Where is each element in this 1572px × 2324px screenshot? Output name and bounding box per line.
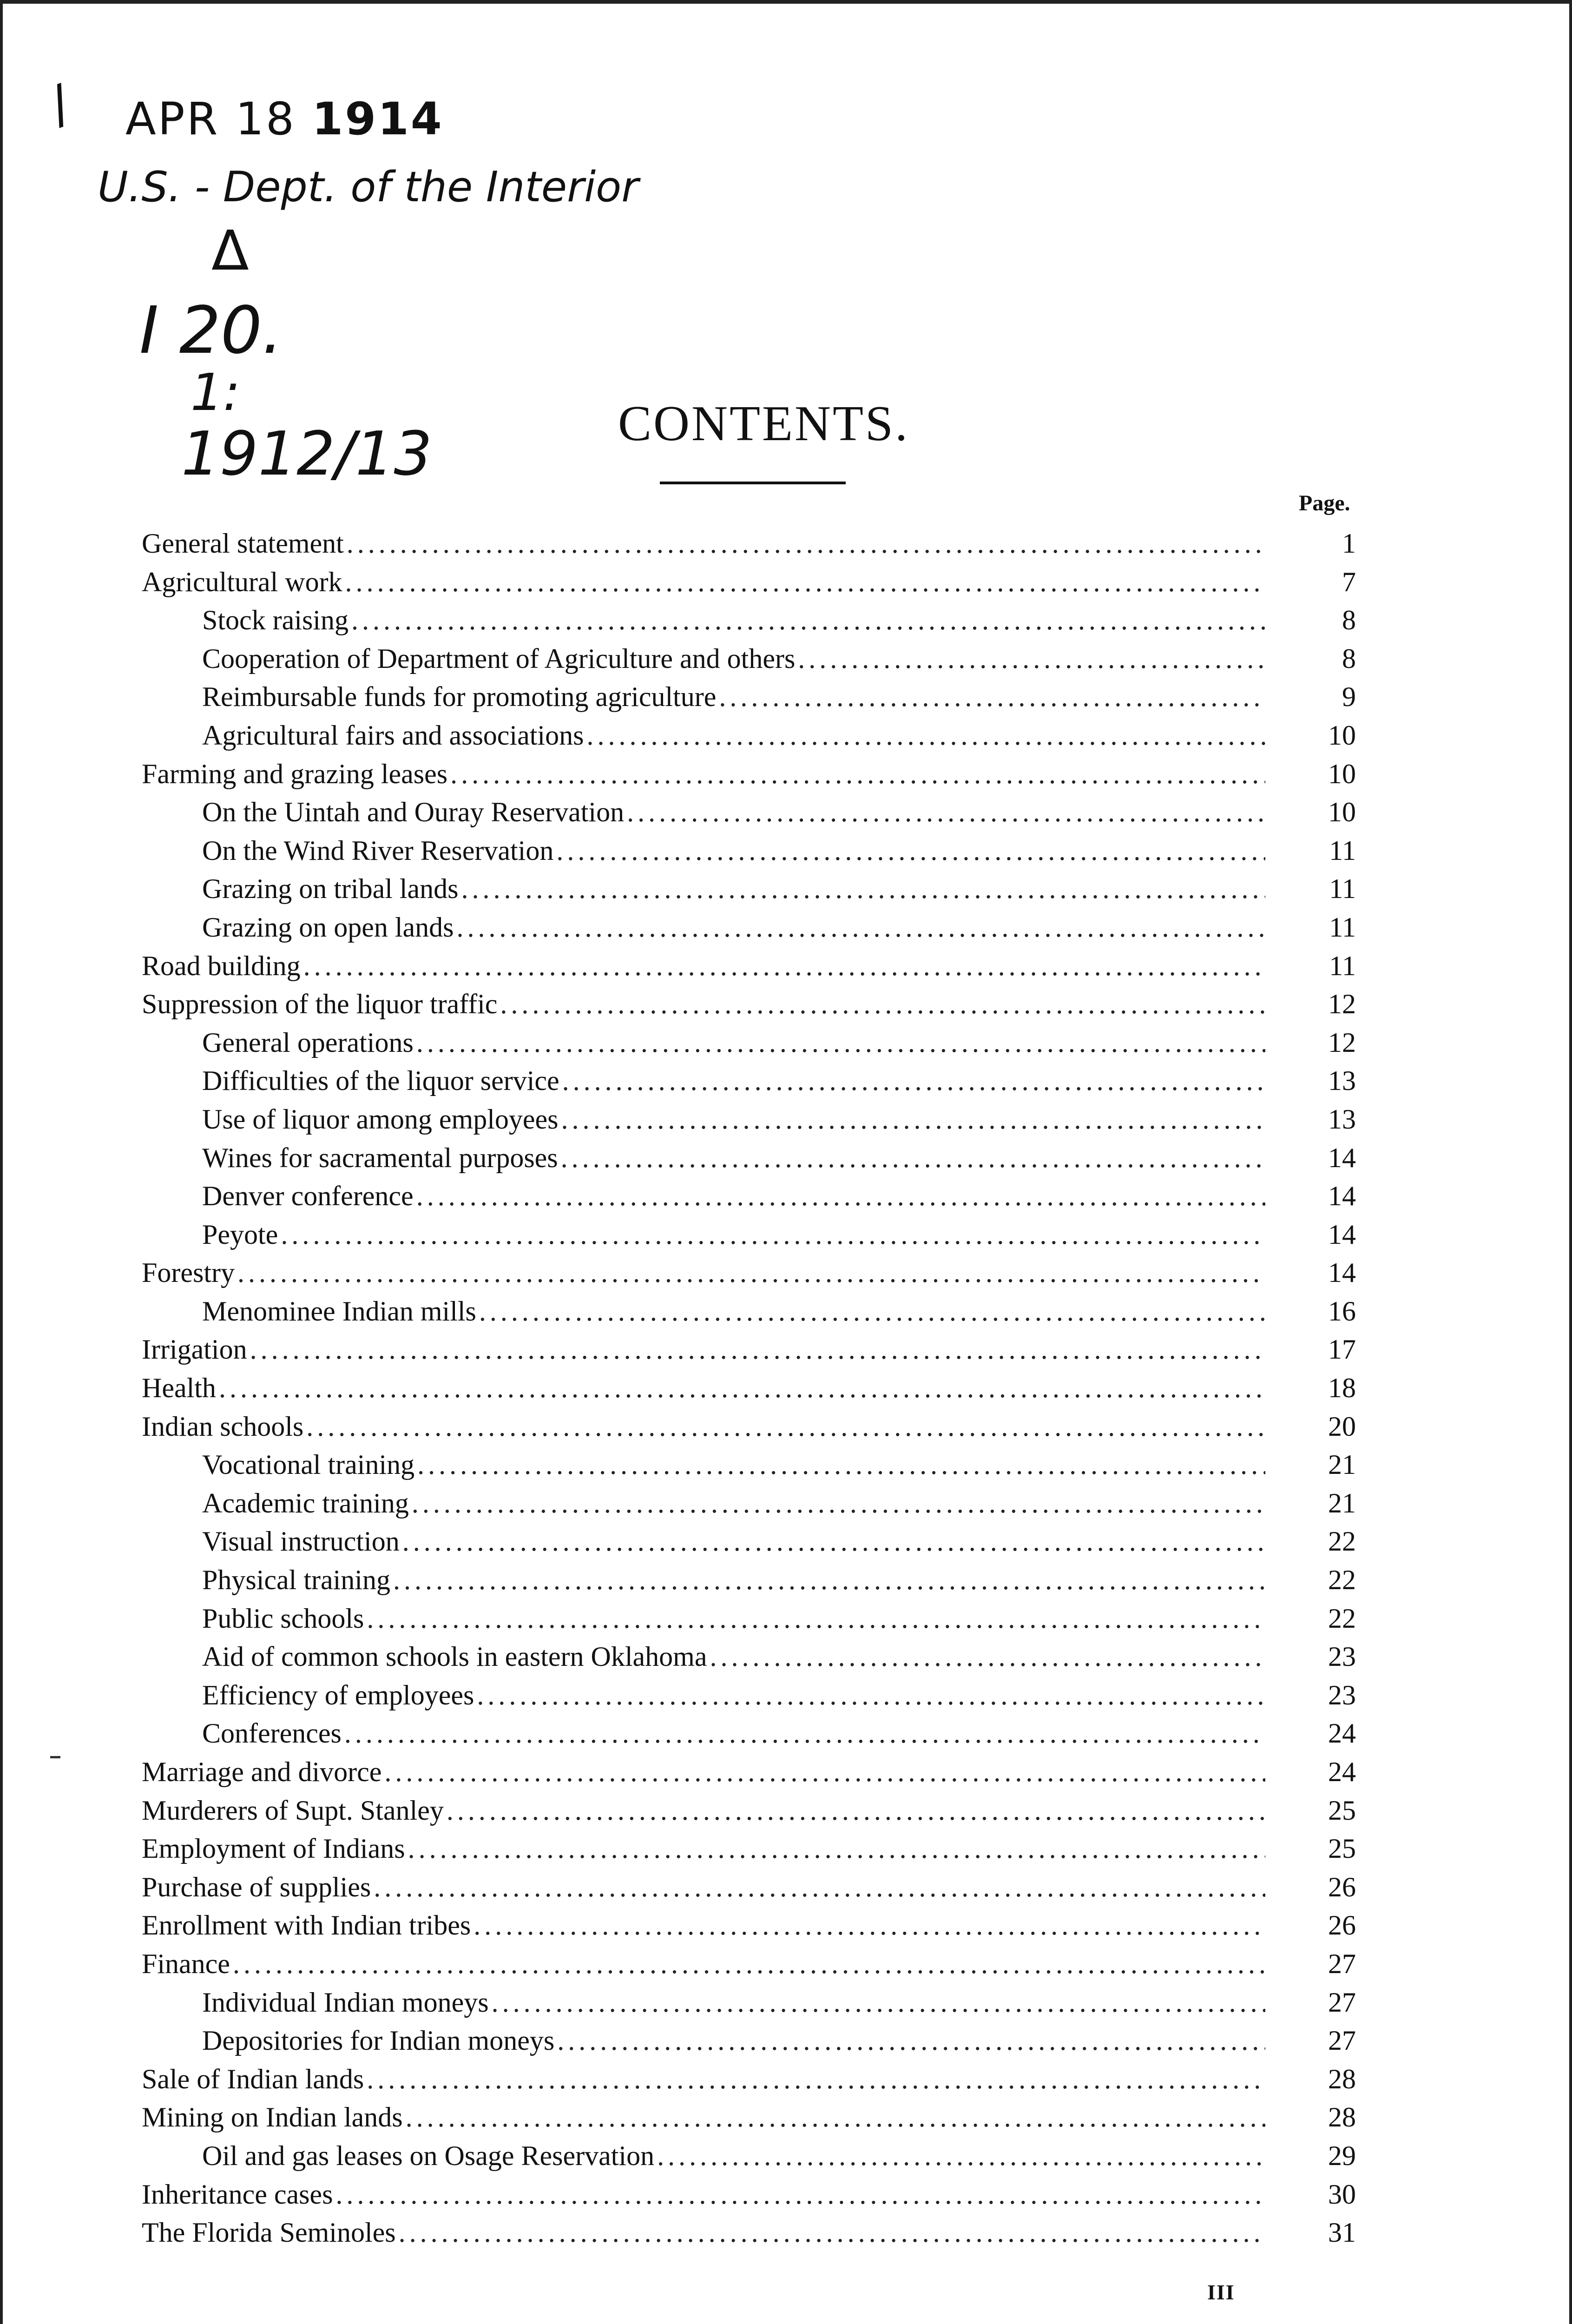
toc-entry xyxy=(0,1945,1572,1983)
toc-entry-line xyxy=(142,1254,1265,1292)
toc-dot-leader xyxy=(627,793,1265,832)
toc-entry xyxy=(0,985,1572,1023)
toc-entry-page-number: 13 xyxy=(1328,1065,1356,1096)
toc-dot-leader xyxy=(710,1637,1265,1676)
toc-entry xyxy=(0,947,1572,985)
toc-entry-line xyxy=(142,524,1265,563)
toc-entry-page-number: 21 xyxy=(1328,1449,1356,1480)
toc-subentry xyxy=(0,1177,1572,1215)
toc-entry-label: Forestry xyxy=(142,1257,235,1288)
toc-entry-page-number: 8 xyxy=(1342,605,1356,636)
toc-entry-label: Conferences xyxy=(202,1718,342,1749)
toc-entry xyxy=(0,2175,1572,2214)
toc-dot-leader xyxy=(393,1561,1265,1599)
toc-entry-line xyxy=(202,1637,1265,1676)
toc-dot-leader xyxy=(367,2060,1265,2099)
toc-subentry xyxy=(0,1599,1572,1638)
toc-entry-page-number: 22 xyxy=(1328,1603,1356,1634)
toc-entry-label: Grazing on open lands xyxy=(202,911,454,943)
toc-entry-line xyxy=(142,2060,1265,2099)
received-date-stamp xyxy=(125,93,444,145)
toc-entry-page-number: 12 xyxy=(1328,1027,1356,1058)
toc-entry-page-number: 8 xyxy=(1342,643,1356,674)
page-folio-number: III xyxy=(1207,2280,1235,2304)
toc-entry-label: Denver conference xyxy=(202,1181,414,1212)
toc-subentry xyxy=(0,1676,1572,1715)
toc-entry-line xyxy=(142,1791,1265,1830)
toc-entry xyxy=(0,524,1572,563)
toc-entry-page-number: 22 xyxy=(1328,1526,1356,1557)
toc-entry-page-number: 7 xyxy=(1342,566,1356,597)
toc-subentry xyxy=(0,1714,1572,1753)
toc-entry-line xyxy=(142,2175,1265,2214)
toc-entry-page-number: 22 xyxy=(1328,1565,1356,1596)
stamp-date-year: 1914 xyxy=(312,93,444,145)
toc-entry-label: Suppression of the liquor traffic xyxy=(142,989,498,1020)
toc-entry-label: Mining on Indian lands xyxy=(142,2102,403,2133)
toc-entry-page-number: 14 xyxy=(1328,1142,1356,1173)
toc-subentry xyxy=(0,870,1572,908)
toc-entry-line xyxy=(142,1868,1265,1907)
toc-entry-page-number: 12 xyxy=(1328,989,1356,1020)
toc-entry-line xyxy=(142,1829,1265,1868)
toc-entry-page-number: 31 xyxy=(1328,2217,1356,2248)
toc-dot-leader xyxy=(345,563,1265,601)
toc-dot-leader xyxy=(561,1100,1266,1139)
toc-entry-page-number: 26 xyxy=(1328,1910,1356,1941)
toc-entry xyxy=(0,1407,1572,1446)
toc-dot-leader xyxy=(492,1983,1265,2022)
toc-entry-label: The Florida Seminoles xyxy=(142,2217,396,2248)
toc-subentry xyxy=(0,716,1572,755)
toc-entry-line xyxy=(202,870,1265,908)
toc-entry-label: Efficiency of employees xyxy=(202,1679,474,1710)
toc-dot-leader xyxy=(461,870,1265,908)
toc-dot-leader xyxy=(447,1791,1265,1830)
toc-entry-page-number: 10 xyxy=(1328,797,1356,828)
toc-entry-line xyxy=(202,1215,1265,1254)
toc-dot-leader xyxy=(408,1829,1265,1868)
toc-dot-leader xyxy=(399,2213,1265,2252)
toc-subentry xyxy=(0,2021,1572,2060)
toc-entry-label: Stock raising xyxy=(202,605,349,636)
toc-entry-page-number: 27 xyxy=(1328,1948,1356,1979)
toc-entry-line xyxy=(202,678,1265,716)
toc-subentry xyxy=(0,1100,1572,1139)
toc-entry-label: Health xyxy=(142,1373,216,1404)
toc-entry-line xyxy=(202,1484,1265,1523)
toc-dot-leader xyxy=(557,2021,1265,2060)
toc-entry-line xyxy=(202,716,1265,755)
toc-dot-leader xyxy=(233,1945,1265,1983)
toc-dot-leader xyxy=(406,2098,1265,2137)
toc-dot-leader xyxy=(417,1446,1265,1484)
toc-entry-line xyxy=(142,2213,1265,2252)
toc-entry-label: Aid of common schools in eastern Oklahoma xyxy=(202,1641,707,1672)
toc-entry-page-number: 27 xyxy=(1328,1987,1356,2018)
handwritten-years: 1912/13 xyxy=(181,418,433,489)
toc-subentry xyxy=(0,1561,1572,1599)
toc-subentry xyxy=(0,908,1572,947)
toc-entry-page-number: 9 xyxy=(1342,681,1356,713)
toc-entry-line xyxy=(202,1599,1265,1638)
toc-entry-line xyxy=(202,1023,1265,1062)
toc-entry-page-number: 11 xyxy=(1329,835,1356,866)
toc-dot-leader xyxy=(351,601,1265,640)
toc-entry-line xyxy=(202,1714,1265,1753)
toc-entry-label: Individual Indian moneys xyxy=(202,1987,489,2018)
toc-entry-line xyxy=(142,563,1265,601)
toc-entry-label: General statement xyxy=(142,528,344,559)
toc-entry-label: Difficulties of the liquor service xyxy=(202,1065,559,1096)
toc-subentry xyxy=(0,601,1572,640)
page-title: CONTENTS. xyxy=(618,396,909,451)
toc-entry-page-number: 27 xyxy=(1328,2025,1356,2056)
toc-entry-label: Murderers of Supt. Stanley xyxy=(142,1795,444,1826)
toc-entry-label: Wines for sacramental purposes xyxy=(202,1142,558,1173)
toc-entry-line xyxy=(202,1676,1265,1715)
toc-dot-leader xyxy=(450,755,1265,793)
stamp-slash-mark: / xyxy=(41,73,78,135)
toc-dot-leader xyxy=(479,1292,1265,1331)
title-rule-divider xyxy=(660,482,846,484)
toc-dot-leader xyxy=(561,1139,1265,1177)
toc-entry-page-number: 23 xyxy=(1328,1641,1356,1672)
toc-dot-leader xyxy=(657,2137,1265,2175)
toc-entry-page-number: 25 xyxy=(1328,1795,1356,1826)
toc-entry-label: Irrigation xyxy=(142,1334,247,1365)
toc-dot-leader xyxy=(335,2175,1265,2214)
toc-entry-page-number: 18 xyxy=(1328,1373,1356,1404)
toc-entry-page-number: 21 xyxy=(1328,1487,1356,1519)
toc-entry xyxy=(0,2098,1572,2137)
toc-dot-leader xyxy=(281,1215,1265,1254)
toc-subentry xyxy=(0,1023,1572,1062)
toc-dot-leader xyxy=(344,1714,1265,1753)
toc-entry xyxy=(0,1791,1572,1830)
toc-entry-label: Cooperation of Department of Agriculture and others xyxy=(202,643,796,674)
toc-entry-label: On the Wind River Reservation xyxy=(202,835,554,866)
toc-subentry xyxy=(0,1522,1572,1561)
toc-dot-leader xyxy=(500,985,1265,1023)
toc-entry-line xyxy=(142,1753,1265,1791)
toc-entry-label: Academic training xyxy=(202,1487,409,1519)
toc-dot-leader xyxy=(556,832,1265,870)
toc-entry-line xyxy=(142,1945,1265,1983)
toc-entry xyxy=(0,1906,1572,1945)
toc-entry-label: General operations xyxy=(202,1027,414,1058)
toc-entry xyxy=(0,2060,1572,2099)
toc-entry-page-number: 28 xyxy=(1328,2063,1356,2094)
toc-entry-page-number: 14 xyxy=(1328,1219,1356,1250)
toc-subentry xyxy=(0,1292,1572,1331)
toc-entry-line xyxy=(202,1561,1265,1599)
toc-entry-label: Employment of Indians xyxy=(142,1833,405,1864)
toc-entry-line xyxy=(202,908,1265,947)
toc-entry-page-number: 24 xyxy=(1328,1718,1356,1749)
toc-subentry xyxy=(0,1983,1572,2022)
toc-entry-label: Finance xyxy=(142,1948,230,1979)
toc-dot-leader xyxy=(250,1330,1265,1369)
toc-entry-page-number: 24 xyxy=(1328,1756,1356,1787)
page-column-header: Page. xyxy=(1299,491,1350,515)
toc-entry xyxy=(0,1868,1572,1907)
toc-entry-label: Grazing on tribal lands xyxy=(202,873,459,905)
margin-tick-mark xyxy=(50,1756,60,1758)
toc-subentry xyxy=(0,1062,1572,1100)
toc-entry-label: Peyote xyxy=(202,1219,278,1250)
toc-entry-line xyxy=(142,1369,1265,1407)
toc-entry-label: Farming and grazing leases xyxy=(142,758,448,789)
toc-subentry xyxy=(0,640,1572,678)
toc-entry-label: Physical training xyxy=(202,1565,390,1596)
toc-dot-leader xyxy=(719,678,1265,716)
toc-dot-leader xyxy=(402,1522,1265,1561)
toc-entry-page-number: 11 xyxy=(1329,950,1356,981)
toc-entry-line xyxy=(202,1292,1265,1331)
toc-subentry xyxy=(0,832,1572,870)
toc-dot-leader xyxy=(384,1753,1265,1791)
toc-dot-leader xyxy=(219,1369,1265,1407)
toc-dot-leader xyxy=(562,1062,1265,1100)
stamp-date-prefix: APR 18 xyxy=(125,93,296,145)
toc-entry-page-number: 11 xyxy=(1329,873,1356,905)
toc-entry xyxy=(0,1829,1572,1868)
toc-entry-line xyxy=(202,1100,1265,1139)
toc-entry-page-number: 14 xyxy=(1328,1181,1356,1212)
toc-dot-leader xyxy=(374,1868,1265,1907)
toc-entry-page-number: 11 xyxy=(1329,911,1356,943)
toc-entry-line xyxy=(202,2021,1265,2060)
toc-entry xyxy=(0,1254,1572,1292)
toc-entry-line xyxy=(142,1407,1265,1446)
handwritten-department-note: U.S. - Dept. of the Interior xyxy=(98,163,639,211)
toc-entry-page-number: 1 xyxy=(1342,528,1356,559)
toc-entry-line xyxy=(142,755,1265,793)
toc-entry-label: Oil and gas leases on Osage Reservation xyxy=(202,2140,655,2171)
toc-entry-page-number: 16 xyxy=(1328,1295,1356,1327)
toc-entry-line xyxy=(202,601,1265,640)
toc-entry-line xyxy=(202,832,1265,870)
toc-entry-page-number: 20 xyxy=(1328,1411,1356,1442)
toc-entry xyxy=(0,1753,1572,1791)
toc-subentry xyxy=(0,678,1572,716)
toc-dot-leader xyxy=(477,1676,1265,1715)
toc-entry-label: Reimbursable funds for promoting agriculture xyxy=(202,681,717,713)
toc-subentry xyxy=(0,1215,1572,1254)
toc-entry-label: Depositories for Indian moneys xyxy=(202,2025,555,2056)
toc-dot-leader xyxy=(457,908,1265,947)
toc-entry-line xyxy=(142,985,1265,1023)
toc-entry-line xyxy=(202,1983,1265,2022)
toc-entry-page-number: 17 xyxy=(1328,1334,1356,1365)
toc-entry-label: Use of liquor among employees xyxy=(202,1103,559,1135)
toc-entry-label: On the Uintah and Ouray Reservation xyxy=(202,797,625,828)
toc-entry-page-number: 10 xyxy=(1328,720,1356,751)
toc-entry-line xyxy=(202,1446,1265,1484)
toc-dot-leader xyxy=(474,1906,1265,1945)
toc-entry xyxy=(0,755,1572,793)
toc-entry-line xyxy=(142,1906,1265,1945)
toc-entry-label: Agricultural fairs and associations xyxy=(202,720,584,751)
toc-dot-leader xyxy=(306,1407,1265,1446)
toc-entry-label: Agricultural work xyxy=(142,566,342,597)
toc-entry-label: Inheritance cases xyxy=(142,2179,333,2210)
table-of-contents xyxy=(0,524,1572,2252)
toc-subentry xyxy=(0,1139,1572,1177)
toc-entry-line xyxy=(202,793,1265,832)
toc-subentry xyxy=(0,1446,1572,1484)
toc-dot-leader xyxy=(798,640,1265,678)
toc-entry-page-number: 23 xyxy=(1328,1679,1356,1710)
handwritten-sub-number: 1: xyxy=(191,363,241,422)
toc-entry-line xyxy=(202,1139,1265,1177)
toc-entry-page-number: 14 xyxy=(1328,1257,1356,1288)
toc-entry xyxy=(0,1330,1572,1369)
toc-entry-line xyxy=(142,2098,1265,2137)
toc-entry xyxy=(0,2213,1572,2252)
toc-entry-label: Menominee Indian mills xyxy=(202,1295,476,1327)
toc-entry-label: Visual instruction xyxy=(202,1526,400,1557)
toc-entry xyxy=(0,563,1572,601)
toc-entry-line xyxy=(202,640,1265,678)
toc-entry-page-number: 10 xyxy=(1328,758,1356,789)
toc-entry-label: Enrollment with Indian tribes xyxy=(142,1910,471,1941)
toc-dot-leader xyxy=(412,1484,1265,1523)
toc-entry-line xyxy=(202,2137,1265,2175)
scan-border-top xyxy=(0,0,1572,4)
toc-entry-page-number: 30 xyxy=(1328,2179,1356,2210)
toc-entry-line xyxy=(142,1330,1265,1369)
toc-dot-leader xyxy=(586,716,1265,755)
toc-subentry xyxy=(0,2137,1572,2175)
toc-entry xyxy=(0,1369,1572,1407)
toc-entry-line xyxy=(142,947,1265,985)
toc-entry-line xyxy=(202,1522,1265,1561)
toc-subentry xyxy=(0,1484,1572,1523)
toc-entry-label: Indian schools xyxy=(142,1411,304,1442)
toc-entry-line xyxy=(202,1177,1265,1215)
toc-entry-label: Purchase of supplies xyxy=(142,1871,371,1902)
toc-entry-page-number: 13 xyxy=(1328,1103,1356,1135)
toc-entry-label: Vocational training xyxy=(202,1449,415,1480)
toc-subentry xyxy=(0,793,1572,832)
toc-entry-page-number: 25 xyxy=(1328,1833,1356,1864)
toc-entry-label: Road building xyxy=(142,950,301,981)
toc-entry-line xyxy=(202,1062,1265,1100)
toc-subentry xyxy=(0,1637,1572,1676)
handwritten-delta-mark: Δ xyxy=(211,218,249,283)
toc-entry-page-number: 28 xyxy=(1328,2102,1356,2133)
handwritten-class-number: I 20. xyxy=(139,293,283,369)
toc-dot-leader xyxy=(416,1177,1265,1215)
toc-dot-leader xyxy=(416,1023,1265,1062)
toc-entry-label: Public schools xyxy=(202,1603,364,1634)
toc-entry-label: Marriage and divorce xyxy=(142,1756,382,1787)
toc-dot-leader xyxy=(367,1599,1265,1638)
toc-dot-leader xyxy=(303,947,1265,985)
toc-dot-leader xyxy=(347,524,1265,563)
toc-dot-leader xyxy=(237,1254,1265,1292)
toc-entry-page-number: 29 xyxy=(1328,2140,1356,2171)
toc-entry-label: Sale of Indian lands xyxy=(142,2063,364,2094)
toc-entry-page-number: 26 xyxy=(1328,1871,1356,1902)
